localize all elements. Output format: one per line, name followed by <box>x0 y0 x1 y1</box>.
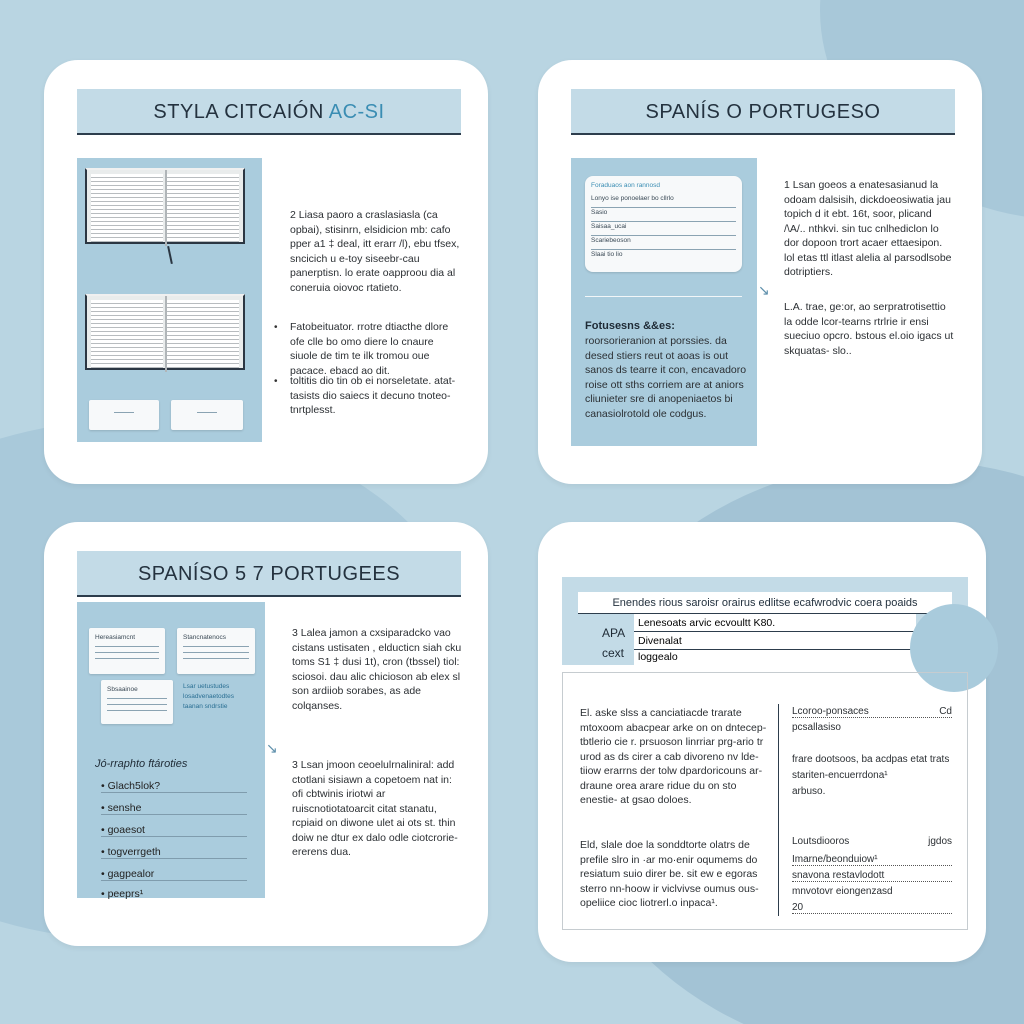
body-paragraph: 1 Lsan goeos a enatesasianud la odoam dalsisih, dickdoeosiwatia jau topich d it ebt. 16t, soor, plicand /\A/.. nthkvi. sin tuc cnlhediclon lo dor dopoon trort acaer ettaesipon. lol etas ttl itlast alelia al parsodlsobe dotriptiers. <box>784 179 952 278</box>
info-panel <box>571 158 757 446</box>
reference-entry-head <box>792 836 952 847</box>
reference-line: mnvotovr eiongenzasd <box>792 886 893 897</box>
title-text: STYLA CITCAIÓN <box>153 101 324 123</box>
bullet-text: toltitis dio tin ob ei norseletate. atat- tasists dio saiecs it decuno tnoteo- tnrtplesst. <box>290 375 456 416</box>
panel-text: roorsorieranion at porssies. da desed stiers reut ot aoas is out sanos ds tearre it con, encavadoro roise ott sths corriem are at aniors cliunieter sre di anopeniaetos bi canasiolrotold ole codgus. <box>585 335 747 420</box>
reference-line: Imarne/beonduiow¹ <box>792 854 952 866</box>
title-text: PORTUGEES <box>270 563 401 585</box>
list-item: • Glach5lok? <box>101 780 247 793</box>
mini-card-title: Stancnatenocs <box>183 634 227 641</box>
body-paragraph: El. aske slss a canciatiacde trarate mtoxoom abacpear arke on on dntecep- tbtlerio cie r. prsuoson linrriar prg-ario tr urod as ds cirer a cab divoreno nv lde- tiiow erarrns der tolw dpardoricouns ar- draune orea arare ridue du on sto enestie- at gsao doloes. <box>580 707 767 806</box>
entry-text: Lcoroo-ponsaces <box>792 706 869 717</box>
reference-row: Divenalat <box>634 632 916 650</box>
list-item-text: Glach5lok? <box>107 780 161 792</box>
bullet: • <box>274 376 278 387</box>
column-divider <box>778 704 779 916</box>
bullet-text: Fatobeituator. rrotre dtiacthe dlore ofe clle bo omo diere lo cnaure siuole de tim te ilk tromou oue pacace. ebacd ao dit. <box>290 321 449 377</box>
header-line: Enendes rious saroisr orairus edlitse ecafwrodvic coera poaids <box>578 592 952 614</box>
entry-text: Loutsdiooros <box>792 836 850 847</box>
list-item-text: peeprs¹ <box>107 888 144 900</box>
panel-subheading: Fotusesns &&es: <box>585 320 675 332</box>
inset-header: Foraduaos aon rannosd <box>591 182 661 189</box>
body-paragraph: 3 Lsan jmoon ceoelulrnaliniral: add ctotlani sisiawn a copetoem nat in: ofi cbtwinis iriotwi ar ruiscnotiotatoarcit citat stanatu, rcpiaid on diwone ulet ai ots st. thin doiw ne dtur ex dalo odle ciotcrorie-ererens dua. <box>292 759 458 858</box>
list-item-text: senshe <box>107 802 142 814</box>
card-apa-reference <box>538 522 986 962</box>
body-paragraph: 2 Liasa paoro a craslasiasla (ca opbai), stisinrn, elsidicion mb: cafo pper a1 ‡ deal, itt erarr /l), ebu tfsex, sncicich u e-toy siseebr-cau panerptisn. lo erate oapproou dia al coneruia oiovoc rtatieto. <box>290 209 460 294</box>
bookmark-ribbon <box>167 246 173 264</box>
index-card <box>171 400 243 430</box>
body-paragraph: Eld, slale doe la sonddtorte olatrs de prefile slro in ·ar mo·enir oqumems do resiatum suio direr be. sit ew e egoras sterro nn-hoow ir viclvivse oumus ous- opeliice cioc liotrerl.o inpaca¹. <box>580 839 759 909</box>
list-item-text: gagpealor <box>107 868 155 880</box>
apa-label: APA <box>602 626 626 640</box>
arrow-icon: ↘ <box>266 740 278 756</box>
reference-line: frare dootsoos, ba acdpas etat trats <box>792 754 950 765</box>
card-spanish-portuguese-2 <box>44 522 488 946</box>
inset-line: Saisaa_ucai <box>591 223 627 230</box>
list-item-text: togverrgeth <box>107 846 161 858</box>
mini-card <box>177 628 255 674</box>
list-item: • gagpealor <box>101 868 247 881</box>
reference-line: 20 <box>792 902 952 914</box>
reference-line: snavona restavlodott <box>792 870 952 882</box>
reference-row: Lenesoats arvic ecvoultt K80. <box>634 614 916 632</box>
entry-page: jgdos <box>928 836 952 847</box>
card-spanish-portuguese <box>538 60 982 484</box>
card-title: SPANÍS O PORTUGESO <box>571 89 955 135</box>
list-item: • togverrgeth <box>101 846 247 859</box>
title-text: SPANÍSO <box>137 563 229 585</box>
list-item-text: goaesot <box>107 824 145 836</box>
mini-card <box>89 628 165 674</box>
inset-line: Lonyo ise ponoelaer bo cllrlo <box>591 195 674 202</box>
title-number: 5 7 <box>234 563 265 585</box>
body-paragraph: L.A. trae, ge:or, ao serpratrotisettio la odde lcor-tearns rtrlrie ir ensi sueciuo opcro. bstous el.oio igacs ut skquatas- slo.. <box>784 301 954 357</box>
title-accent: AC-SI <box>328 101 385 123</box>
entry-page: Cd <box>939 706 952 717</box>
open-book-image <box>85 168 245 244</box>
reference-line: pcsallasiso <box>792 722 841 733</box>
open-book-image <box>85 294 245 370</box>
reference-line: stariten-encuerrdona¹ <box>792 770 888 781</box>
mini-card <box>101 680 173 724</box>
card-title <box>77 89 461 135</box>
bullet: • <box>274 322 278 333</box>
mini-card-title: Sbsaainoe <box>107 686 138 693</box>
index-card <box>89 400 159 430</box>
arrow-icon: ↘ <box>758 282 770 298</box>
image-panel <box>77 158 262 442</box>
panel-note: Lsar uetustudes losadvenaetodtes taanan sndrstie <box>183 683 234 710</box>
list-item: • senshe <box>101 802 247 815</box>
reference-entry-head <box>792 706 952 718</box>
card-title <box>77 551 461 597</box>
inset-line: Sasio <box>591 209 608 216</box>
divider <box>585 296 742 297</box>
inset-line: Slaai tio lio <box>591 251 623 258</box>
list-item: • goaesot <box>101 824 247 837</box>
mini-card-title: Hereasiamcnt <box>95 634 136 641</box>
info-panel <box>77 602 265 898</box>
reference-line: arbuso. <box>792 786 826 797</box>
list-heading: Jó-rraphto ftároties <box>95 758 188 770</box>
inset-line: Scariebeoson <box>591 237 631 244</box>
list-item: • peeprs¹ <box>101 888 144 900</box>
cext-label: cext <box>602 646 625 660</box>
body-paragraph: 3 Lalea jamon a cxsiparadcko vao cistans ustisaten , elducticn siah cku toms S1 ‡ dusi 1t), cron (tbssel) tiol: sciosoi. dau alic chicioson ab elex sl son ardiiob sorabes, as ade colqanses. <box>292 627 462 712</box>
reference-row: loggealo <box>634 650 916 665</box>
inset-card <box>585 176 742 272</box>
card-citation-style <box>44 60 488 484</box>
